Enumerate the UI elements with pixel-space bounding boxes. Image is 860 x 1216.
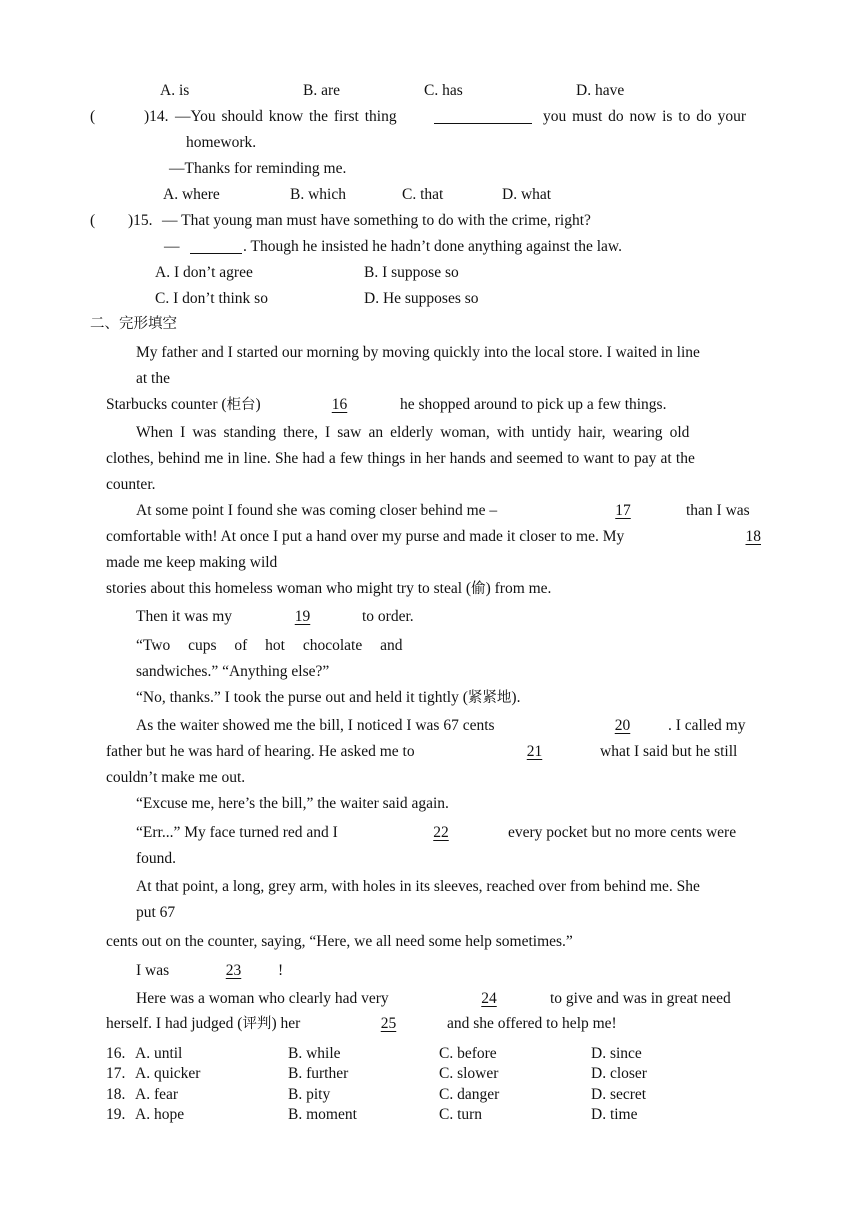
answer-option: B. further bbox=[288, 1065, 349, 1082]
passage-line: . I called my bbox=[668, 717, 746, 734]
passage-line bbox=[106, 581, 551, 597]
passage-line: “Excuse me, here’s the bill,” the waiter said again. bbox=[136, 795, 449, 812]
passage-line: At some point I found she was coming closer behind me – bbox=[136, 502, 498, 519]
q15-reply-dash: — bbox=[164, 238, 180, 255]
passage-line: every pocket but no more cents were bbox=[508, 824, 737, 841]
passage-line: “Err...” My face turned red and I bbox=[136, 824, 338, 841]
passage-line: As the waiter showed me the bill, I noticed I was 67 cents bbox=[136, 717, 495, 734]
q13-option-c: C. has bbox=[424, 82, 463, 99]
passage-line: at the bbox=[136, 370, 170, 387]
passage-cjk: 偷 bbox=[471, 581, 486, 597]
passage-line: “Two cups of hot chocolate and bbox=[136, 637, 403, 654]
passage-line: I was bbox=[136, 962, 170, 979]
passage-line: Here was a woman who clearly had very bbox=[136, 990, 389, 1007]
answer-num: 18. bbox=[106, 1086, 126, 1103]
blank-16: 16 bbox=[331, 396, 348, 413]
answer-option: B. moment bbox=[288, 1106, 357, 1123]
passage-line: and she offered to help me! bbox=[447, 1015, 617, 1032]
answer-option: B. while bbox=[288, 1045, 341, 1062]
q15-reply-rest: . Though he insisted he hadn’t done anything against the law. bbox=[243, 238, 622, 255]
answer-option: D. time bbox=[591, 1106, 638, 1123]
blank-23: 23 bbox=[225, 962, 242, 979]
passage-text: stories about this homeless woman who might try to steal ( bbox=[106, 580, 472, 597]
passage-line: found. bbox=[136, 850, 177, 867]
q14-blank bbox=[434, 109, 532, 124]
q15-text: — That young man must have something to do with the crime, right? bbox=[162, 212, 591, 229]
passage-line: counter. bbox=[106, 476, 156, 493]
passage-text: herself. I had judged ( bbox=[106, 1015, 243, 1032]
passage-cjk: 紧紧地 bbox=[467, 690, 512, 706]
passage-line bbox=[136, 690, 520, 706]
answer-option: A. fear bbox=[135, 1086, 179, 1103]
q15-number: )15. bbox=[128, 212, 153, 229]
answer-num: 16. bbox=[106, 1045, 126, 1062]
q15-paren-open: ( bbox=[90, 212, 96, 229]
q13-option-d: D. have bbox=[576, 82, 625, 99]
blank-18: 18 bbox=[745, 528, 761, 545]
passage-line: father but he was hard of hearing. He asked me to bbox=[106, 743, 415, 760]
passage-line: clothes, behind me in line. She had a few things in her hands and seemed to want to pay at the bbox=[106, 450, 695, 467]
answer-num: 19. bbox=[106, 1106, 126, 1123]
answer-option: D. secret bbox=[591, 1086, 647, 1103]
blank-19: 19 bbox=[294, 608, 311, 625]
answer-option: C. turn bbox=[439, 1106, 483, 1123]
passage-line: When I was standing there, I saw an elderly woman, with untidy hair, wearing old bbox=[136, 424, 690, 441]
passage-line: At that point, a long, grey arm, with holes in its sleeves, reached over from behind me. She bbox=[136, 878, 700, 895]
passage-text: “No, thanks.” I took the purse out and held it tightly ( bbox=[136, 689, 468, 706]
answer-option: B. pity bbox=[288, 1086, 331, 1103]
q13-option-a: A. is bbox=[160, 82, 190, 99]
passage-line: than I was bbox=[686, 502, 750, 519]
q14-option-d: D. what bbox=[502, 186, 552, 203]
answer-option: C. before bbox=[439, 1045, 497, 1062]
passage-line: what I said but he still bbox=[600, 743, 738, 760]
answer-option: A. hope bbox=[135, 1106, 185, 1123]
answer-option: D. since bbox=[591, 1045, 642, 1062]
blank-17: 17 bbox=[615, 502, 631, 519]
q15-option-d: D. He supposes so bbox=[364, 290, 479, 307]
passage-line: put 67 bbox=[136, 904, 176, 921]
q14-text-a: —You should know the first thing bbox=[175, 108, 397, 125]
passage-cjk: 柜台 bbox=[226, 397, 256, 413]
q15-option-a: A. I don’t agree bbox=[155, 264, 253, 281]
blank-22: 22 bbox=[433, 824, 449, 841]
passage-line: Then it was my bbox=[136, 608, 232, 625]
passage-text: ) bbox=[255, 396, 261, 413]
passage-line: comfortable with! At once I put a hand over my purse and made it closer to me. My bbox=[106, 528, 625, 545]
passage-line: My father and I started our morning by moving quickly into the local store. I waited in line bbox=[136, 344, 700, 361]
blank-21: 21 bbox=[526, 743, 543, 760]
q14-option-c: C. that bbox=[402, 186, 444, 203]
blank-24: 24 bbox=[481, 990, 497, 1007]
passage-line: made me keep making wild bbox=[106, 554, 278, 571]
answer-option: D. closer bbox=[591, 1065, 647, 1082]
blank-20: 20 bbox=[614, 717, 631, 734]
passage-text: ) from me. bbox=[485, 580, 552, 597]
section-title: 二、完形填空 bbox=[90, 316, 177, 332]
answer-option: A. until bbox=[135, 1045, 183, 1062]
passage-text: Starbucks counter ( bbox=[106, 396, 227, 413]
passage-line bbox=[106, 1016, 300, 1032]
passage-cjk: 评判 bbox=[242, 1016, 272, 1032]
answer-option: C. slower bbox=[439, 1065, 499, 1082]
passage-line: sandwiches.” “Anything else?” bbox=[136, 663, 330, 680]
q14-text-b: you must do now is to do your bbox=[543, 108, 747, 125]
q14-option-b: B. which bbox=[290, 186, 346, 203]
passage-line: ! bbox=[278, 962, 284, 979]
q14-text-c: homework. bbox=[186, 134, 257, 151]
q15-option-c: C. I don’t think so bbox=[155, 290, 268, 307]
blank-25: 25 bbox=[380, 1015, 397, 1032]
passage-line: he shopped around to pick up a few things. bbox=[400, 396, 667, 413]
q14-option-a: A. where bbox=[163, 186, 220, 203]
answer-option: C. danger bbox=[439, 1086, 500, 1103]
answer-option: A. quicker bbox=[135, 1065, 201, 1082]
q13-option-b: B. are bbox=[303, 82, 341, 99]
passage-line: cents out on the counter, saying, “Here, we all need some help sometimes.” bbox=[106, 933, 573, 950]
q14-paren-open: ( bbox=[90, 108, 96, 125]
passage-line: to order. bbox=[362, 608, 414, 625]
passage-line bbox=[106, 397, 261, 413]
passage-text: ). bbox=[511, 689, 521, 706]
q15-blank bbox=[190, 239, 242, 254]
passage-text: ) her bbox=[271, 1015, 301, 1032]
answer-num: 17. bbox=[106, 1065, 126, 1082]
passage-line: couldn’t make me out. bbox=[106, 769, 246, 786]
q14-number: )14. bbox=[144, 108, 169, 125]
passage-line: to give and was in great need bbox=[550, 990, 731, 1007]
q15-option-b: B. I suppose so bbox=[364, 264, 459, 281]
q14-reply: —Thanks for reminding me. bbox=[169, 160, 347, 177]
